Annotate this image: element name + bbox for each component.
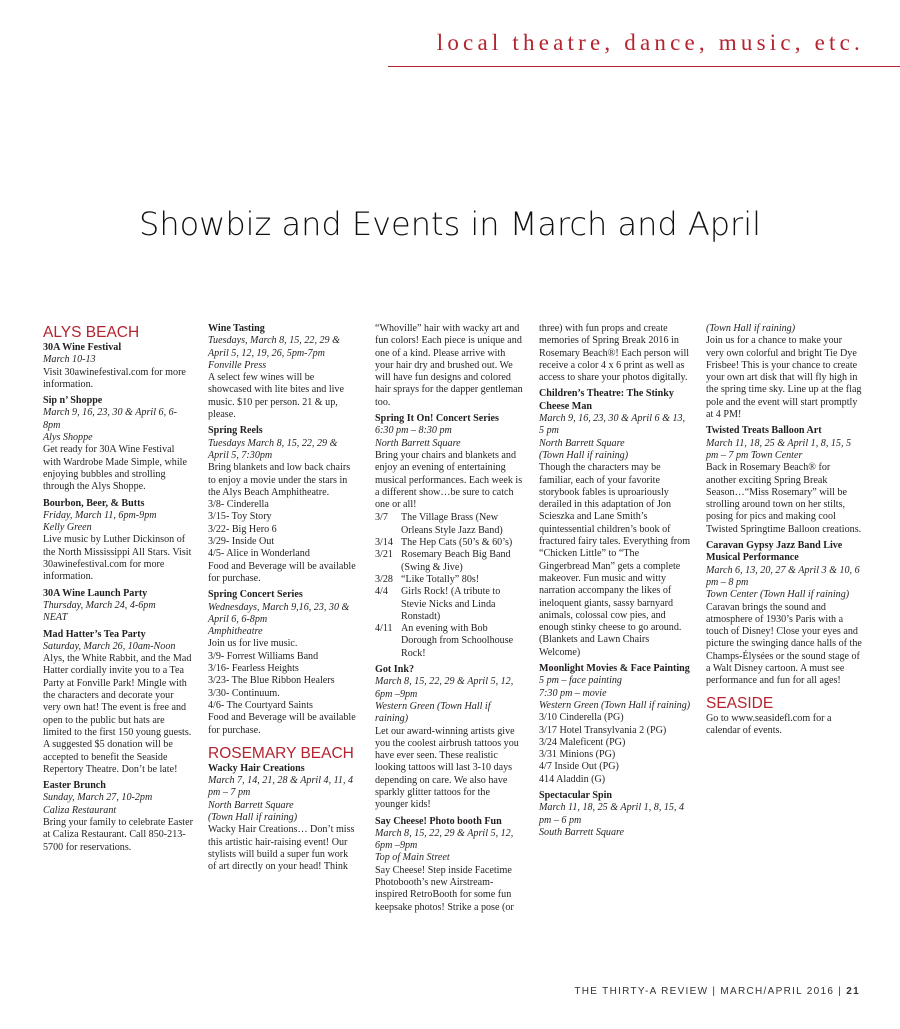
list-item: 3/10 Cinderella (PG) — [539, 712, 624, 724]
column-5 — [706, 323, 862, 737]
footer-publication: THE THIRTY-A REVIEW | MARCH/APRIL 2016 | — [574, 986, 843, 997]
event-venue: South Barrett Square — [539, 826, 625, 838]
event-date: 5 pm – face painting — [539, 675, 622, 687]
table-row — [375, 549, 525, 574]
schedule-date: 3/28 — [375, 573, 393, 585]
table-row — [375, 623, 525, 660]
list-item: 3/30- Continuum. — [208, 687, 280, 699]
event-description: A select few wines will be showcased with lite bites and live music. $10 per person. 21 & up, please. — [208, 372, 344, 421]
event-venue: North Barrett Square — [375, 437, 461, 449]
event-date: March 9, 16, 23, 30 & April 6 & 13, 5 pm — [539, 413, 686, 437]
event-description: Join us for live music. — [208, 638, 298, 650]
event-venue: (Town Hall if raining) — [539, 449, 629, 461]
event-title: Spring Concert Series — [208, 589, 303, 601]
page-number: 21 — [846, 986, 860, 997]
event-venue: (Town Hall if raining) — [208, 811, 298, 823]
event-venue: Town Center (Town Hall if raining) — [706, 589, 850, 601]
event-venue: Fonville Press — [208, 359, 267, 371]
list-item: 3/8- Cinderella — [208, 499, 269, 511]
table-row — [375, 586, 525, 623]
event-description-continued: three) with fun props and create memories of Spring Break 2016 in Rosemary Beach®! Each person will receive a color 4 x 6 print as well as access to share your photos digitally. — [539, 323, 690, 384]
list-item: 3/23- The Blue Ribbon Healers — [208, 675, 335, 687]
event-date: March 9, 16, 23, 30 & April 6, 6-8pm — [43, 407, 178, 431]
list-item: 3/29- Inside Out — [208, 536, 275, 548]
event-title: Wacky Hair Creations — [208, 762, 305, 774]
event-title: Easter Brunch — [43, 780, 106, 792]
event-venue: Western Green (Town Hall if raining) — [539, 699, 691, 711]
column-4 — [539, 323, 691, 839]
event-description: Say Cheese! Step inside Facetime Photobooth’s new Airstream-inspired RetroBooth for some fun keepsake photos! Strike a pose (or — [375, 864, 514, 913]
event-venue: (Town Hall if raining) — [706, 323, 796, 334]
event-date: Friday, March 11, 6pm-9pm — [43, 509, 157, 521]
event-title: Bourbon, Beer, & Butts — [43, 497, 145, 509]
event-title: 30A Wine Festival — [43, 342, 122, 353]
event-description: Bring your family to celebrate Easter at Caliza Restaurant. Call 850-213-5700 for reservations. — [43, 816, 193, 853]
event-date: Tuesdays March 8, 15, 22, 29 & April 5, 7:30pm — [208, 437, 338, 461]
event-date: 7:30 pm – movie — [539, 687, 607, 699]
list-item: 414 Aladdin (G) — [539, 773, 606, 785]
event-description: Bring blankets and low back chairs to enjoy a movie under the stars in the Alys Beach Amphitheatre. — [208, 462, 351, 498]
event-title: Spring Reels — [208, 425, 263, 437]
event-venue: NEAT — [43, 612, 68, 624]
list-item: 4/7 Inside Out (PG) — [539, 761, 619, 773]
table-row — [375, 574, 525, 586]
column-1 — [43, 323, 193, 854]
event-date: March 6, 13, 20, 27 & April 3 & 10, 6 pm – 8 pm — [706, 564, 860, 588]
event-date: March 8, 15, 22, 29 & April 5, 12, 6pm –9pm — [375, 676, 514, 700]
event-description: Back in Rosemary Beach® for another exciting Spring Break Season…“Miss Rosemary” will be strolling around town on her stilts, posing for pics and making cool Twisted Springtime Balloon creations. — [706, 462, 862, 535]
schedule-date: 4/4 — [375, 586, 388, 598]
list-item: 3/24 Maleficent (PG) — [539, 736, 626, 748]
event-date: March 11, 18, 25 & April 1, 8, 15, 5 pm – 7 pm Town Center — [706, 437, 852, 461]
event-venue: Amphitheatre — [208, 626, 263, 638]
event-note: Food and Beverage will be available for purchase. — [208, 712, 356, 736]
event-title: Say Cheese! Photo booth Fun — [375, 815, 502, 827]
event-title: Children’s Theatre: The Stinky Cheese Man — [539, 388, 674, 412]
list-item: 3/17 Hotel Transylvania 2 (PG) — [539, 724, 667, 736]
event-venue: North Barrett Square — [208, 799, 294, 811]
event-date: Wednesdays, March 9,16, 23, 30 & April 6, 6-8pm — [208, 601, 350, 625]
list-item: 3/22- Big Hero 6 — [208, 523, 277, 535]
list-item: 4/6- The Courtyard Saints — [208, 699, 313, 711]
event-description-continued: Join us for a chance to make your very own colorful and bright Tie Dye Frisbee! This is your chance to create your own art disk that will fly high in the spring time sky. Line up at the flag pole and the event will start promptly at 4 PM! — [706, 335, 862, 421]
schedule-act: The Hep Cats (50’s & 60’s) — [401, 537, 513, 549]
list-item: 3/31 Minions (PG) — [539, 749, 616, 761]
list-item: 3/15- Toy Story — [208, 511, 272, 523]
list-item: 3/16- Fearless Heights — [208, 663, 299, 675]
section-header: local theatre, dance, music, etc. — [436, 30, 864, 55]
event-date: Tuesdays, March 8, 15, 22, 29 & April 5, 12, 19, 26, 5pm-7pm — [208, 335, 340, 359]
section-heading-alys-beach: ALYS BEACH — [43, 324, 140, 341]
event-description: Bring your chairs and blankets and enjoy an evening of entertaining musical performances. Each week is a different show…be sure to catch one or all! — [375, 449, 523, 511]
event-description: Live music by Luther Dickinson of the North Mississippi All Stars. Visit 30awinefestival.com for more information. — [43, 534, 192, 583]
page-title: Showbiz and Events in March and April — [139, 205, 761, 243]
list-item: 3/9- Forrest Williams Band — [208, 650, 319, 662]
event-title: Wine Tasting — [208, 323, 265, 334]
event-description: Visit 30awinefestival.com for more information. — [43, 366, 186, 390]
schedule-date: 3/7 — [375, 512, 388, 524]
page-footer — [540, 986, 860, 997]
header-rule — [388, 66, 900, 67]
event-date: March 8, 15, 22, 29 & April 5, 12, 6pm –9pm — [375, 827, 514, 852]
event-title: Moonlight Movies & Face Painting — [539, 663, 690, 675]
column-2 — [208, 323, 356, 873]
schedule-act: Girls Rock! (A tribute to Stevie Nicks and Linda Ronstadt) — [401, 586, 501, 622]
event-venue: Top of Main Street — [375, 852, 450, 864]
event-date: Thursday, March 24, 4-6pm — [43, 599, 156, 611]
event-title: Spectacular Spin — [539, 789, 613, 801]
section-heading-rosemary-beach: ROSEMARY BEACH — [208, 744, 354, 762]
schedule-date: 3/14 — [375, 537, 393, 549]
event-date: Saturday, March 26, 10am-Noon — [43, 640, 176, 652]
column-3 — [375, 323, 525, 914]
section-heading-seaside: SEASIDE — [706, 694, 774, 712]
schedule-date: 4/11 — [375, 623, 393, 635]
event-note: Food and Beverage will be available for purchase. — [208, 560, 356, 584]
event-description: Wacky Hair Creations… Don’t miss this artistic hair-raising event! Our stylists will build a super fun work of art directly on your head! Think — [208, 824, 355, 873]
event-venue: Western Green (Town Hall if raining) — [375, 700, 491, 725]
schedule-act: “Like Totally” 80s! — [401, 573, 480, 585]
event-title: Sip n’ Shoppe — [43, 395, 103, 407]
event-date: 6:30 pm – 8:30 pm — [375, 425, 452, 437]
event-title: Got Ink? — [375, 664, 414, 676]
event-description: Go to www.seasidefl.com for a calendar of events. — [706, 712, 832, 736]
event-description: Caravan brings the sound and atmosphere of 1930’s Paris with a touch of Disney! Close your eyes and picture the swinging dance halls of the Champs-Élysées or the sound stage of a Walt Disney cartoon. A must see performance and fun for all ages! — [706, 601, 862, 687]
event-venue: North Barrett Square — [539, 437, 625, 449]
event-date: March 7, 14, 21, 28 & April 4, 11, 4 pm – 7 pm — [208, 775, 354, 799]
event-venue: Alys Shoppe — [43, 432, 93, 444]
list-item: 4/5- Alice in Wonderland — [208, 548, 310, 560]
schedule-act: An evening with Bob Dorough from Schoolhouse Rock! — [401, 623, 514, 659]
concert-schedule — [375, 512, 525, 660]
schedule-act: The Village Brass (New Orleans Style Jazz Band) — [401, 512, 503, 536]
table-row — [375, 537, 525, 549]
event-date: March 10-13 — [43, 354, 96, 366]
event-title: Twisted Treats Balloon Art — [706, 425, 822, 437]
event-description: Let our award-winning artists give you the coolest airbrush tattoos you have ever seen. These realistic looking tattoos will last 3-10 days depending on care. We also have sparkly glitter tattoos for the younger kids! — [375, 725, 519, 811]
event-venue: Kelly Green — [43, 522, 92, 534]
event-date: Sunday, March 27, 10-2pm — [43, 792, 153, 804]
schedule-act: Rosemary Beach Big Band (Swing & Jive) — [401, 549, 511, 573]
event-description: Alys, the White Rabbit, and the Mad Hatter cordially invite you to a Tea Party at Fonville Park! Mingle with the characters and decorate your very own hat! The event is free and open to the public but hats are limited to the first 150 young guests. A suggested $5 donation will be accepted to benefit the Seaside Repertory Theatre. Don’t be late! — [43, 653, 192, 775]
event-title: 30A Wine Launch Party — [43, 587, 148, 599]
event-title: Spring It On! Concert Series — [375, 413, 499, 425]
event-description: Get ready for 30A Wine Festival with Wardrobe Made Simple, while enjoying bubbles and strolling through the Alys Shoppe. — [43, 444, 187, 493]
event-date: March 11, 18, 25 & April 1, 8, 15, 4 pm – 6 pm — [539, 802, 685, 826]
event-description: Though the characters may be familiar, each of your favorite storybook fables is uproariously derailed in this adaptation of Jon Scieszka and Lane Smith’s quintessential children’s book of fractured fairy tales. Everything from “Chicken Little” to “The Gingerbread Man” gets a complete makeover. Fun music and witty narration accompany the likes of ineloquent giants, sassy barnyard animals, colossal cow pies, and enough stinky cheese to go around. (Blankets and Lawn Chairs Welcome) — [539, 462, 691, 658]
table-row — [375, 512, 525, 537]
schedule-date: 3/21 — [375, 549, 393, 561]
event-title: Mad Hatter’s Tea Party — [43, 628, 146, 640]
event-venue: Caliza Restaurant — [43, 804, 117, 816]
event-title: Caravan Gypsy Jazz Band Live Musical Performance — [706, 540, 843, 564]
event-description-continued: “Whoville” hair with wacky art and fun colors! Each piece is unique and one of a kind. Please arrive with your hair dry and brushed out. We will have fun designs and colored hair sprays for the dapper gentleman too. — [375, 323, 523, 408]
